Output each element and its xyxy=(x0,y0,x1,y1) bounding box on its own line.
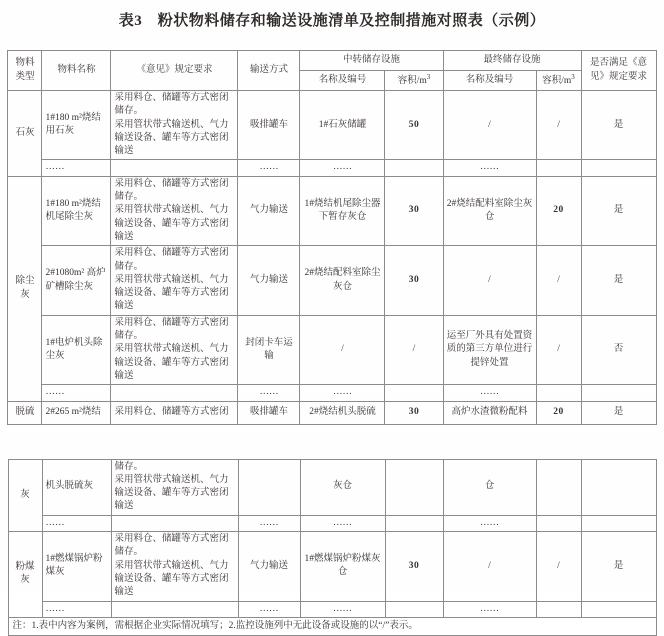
cell-meets: 是 xyxy=(581,176,656,245)
cell-final-name: / xyxy=(443,532,536,601)
cell-meets xyxy=(581,515,656,531)
cell-transfer-name: …… xyxy=(300,601,385,617)
cell-transfer-volume: / xyxy=(385,315,443,384)
cell-final-volume xyxy=(536,459,581,515)
cell-final-name: 仓 xyxy=(443,459,536,515)
cell-transport: …… xyxy=(238,160,300,176)
cell-material-name: 2#265 m²烧结 xyxy=(42,401,111,424)
table-row-ellipsis xyxy=(8,385,656,401)
cell-final-name: …… xyxy=(443,385,536,401)
cell-transfer-volume xyxy=(385,459,443,515)
cell-material-name: 1#180 m²烧结机尾除尘灰 xyxy=(42,176,111,245)
cell-transfer-volume xyxy=(385,515,443,531)
table-note: 注：1.表中内容为案例，需根据企业实际情况填写；2.监控设施列中无此设备或设施的以“/”表示。 xyxy=(8,617,656,635)
cell-material-type: 灰 xyxy=(8,459,42,531)
table-row xyxy=(8,459,656,515)
col-transfer-name: 名称及编号 xyxy=(300,71,385,91)
col-material-type: 物料类型 xyxy=(8,51,42,91)
cell-final-volume xyxy=(536,385,581,401)
table-row-ellipsis xyxy=(8,515,656,531)
cell-final-name: …… xyxy=(443,601,536,617)
cell-requirements: 采用料仓、储罐等方式密闭 xyxy=(111,401,238,424)
cell-requirements: 采用料仓、储罐等方式密闭储存。 采用管状带式输送机、气力输送设备、罐车等方式密闭输送 xyxy=(111,532,238,601)
cell-transport: 封闭卡车运输 xyxy=(238,315,300,384)
cell-transport: …… xyxy=(238,601,300,617)
cell-material-name: 1#燃煤锅炉粉煤灰 xyxy=(42,532,111,601)
cell-meets: 否 xyxy=(581,315,656,384)
cell-transport: 吸排罐车 xyxy=(238,91,300,160)
cell-transfer-volume: 50 xyxy=(385,91,443,160)
page-title: 表3 粉状物料储存和输送设施清单及控制措施对照表（示例） xyxy=(118,13,546,29)
cell-final-volume: / xyxy=(536,246,581,315)
cell-transfer-name: …… xyxy=(300,385,385,401)
cell-final-name: …… xyxy=(443,515,536,531)
cell-requirements: 采用料仓、储罐等方式密闭储存。 采用管状带式输送机、气力输送设备、罐车等方式密闭输送 xyxy=(111,176,238,245)
table-note-row xyxy=(8,617,656,635)
col-transfer-group: 中转储存设施 xyxy=(300,51,443,71)
cell-transport: 气力输送 xyxy=(238,246,300,315)
cell-final-name: 运至厂外具有处置资质的第三方单位进行提锌处置 xyxy=(443,315,536,384)
cell-transfer-volume: 30 xyxy=(385,176,443,245)
cell-material-name: …… xyxy=(42,385,111,401)
cell-final-volume xyxy=(536,515,581,531)
cell-final-name: 高炉水渣微粉配料 xyxy=(443,401,536,424)
cell-final-volume xyxy=(536,601,581,617)
cell-final-volume: 20 xyxy=(536,176,581,245)
col-final-name: 名称及编号 xyxy=(443,71,536,91)
table-row xyxy=(8,246,656,315)
cell-transfer-volume: 30 xyxy=(385,532,443,601)
table-row-ellipsis xyxy=(8,601,656,617)
col-meets: 是否满足《意见》规定要求 xyxy=(581,51,656,91)
table-row xyxy=(8,176,656,245)
cell-material-name: 1#电炉机头除尘灰 xyxy=(42,315,111,384)
cell-meets: 是 xyxy=(581,401,656,424)
cell-transfer-volume: 30 xyxy=(385,246,443,315)
table-row xyxy=(8,532,656,601)
cell-transfer-volume xyxy=(385,385,443,401)
cell-transfer-name: …… xyxy=(300,515,385,531)
cell-transport: 气力输送 xyxy=(238,532,300,601)
cell-transport: 吸排罐车 xyxy=(238,401,300,424)
cell-meets: 是 xyxy=(581,532,656,601)
cell-requirements: 采用料仓、储罐等方式密闭储存。 采用管状带式输送机、气力输送设备、罐车等方式密闭输送 xyxy=(111,315,238,384)
table-row xyxy=(8,401,656,424)
table-row xyxy=(8,315,656,384)
cell-final-name: / xyxy=(443,246,536,315)
cell-transfer-name: 2#烧结机头脱硫 xyxy=(300,401,385,424)
cell-final-volume: 20 xyxy=(536,401,581,424)
cell-material-name: …… xyxy=(42,160,111,176)
table-row xyxy=(8,91,656,160)
cell-transfer-name: 1#燃煤锅炉粉煤灰仓 xyxy=(300,532,385,601)
cell-final-volume: / xyxy=(536,532,581,601)
col-transfer-volume: 容积$/m^3$ xyxy=(385,71,443,91)
cell-final-volume xyxy=(536,160,581,176)
col-final-volume: 容积$/m^3$ xyxy=(536,71,581,91)
cell-transport: 气力输送 xyxy=(238,176,300,245)
cell-meets: 是 xyxy=(581,246,656,315)
cell-meets xyxy=(581,385,656,401)
cell-material-name: 2#1080m² 高炉矿槽除尘灰 xyxy=(42,246,111,315)
cell-transport: …… xyxy=(238,385,300,401)
cell-final-volume: / xyxy=(536,315,581,384)
col-requirements: 《意见》规定要求 xyxy=(111,51,238,91)
cell-requirements: 采用料仓、储罐等方式密闭储存。 采用管状带式输送机、气力输送设备、罐车等方式密闭输送 xyxy=(111,91,238,160)
col-final-group: 最终储存设施 xyxy=(443,51,581,71)
table-row-ellipsis xyxy=(8,160,656,176)
cell-material-type: 石灰 xyxy=(8,91,42,177)
cell-final-name: / xyxy=(443,91,536,160)
cell-meets: 是 xyxy=(581,91,656,160)
col-transport: 输送方式 xyxy=(238,51,300,91)
col-material-name: 物料名称 xyxy=(42,51,111,91)
cell-transport xyxy=(238,459,300,515)
cell-material-type: 脱硫 xyxy=(8,401,42,424)
facility-table-part1 xyxy=(7,50,656,425)
cell-final-name: 2#烧结配料室除尘灰仓 xyxy=(443,176,536,245)
cell-requirements xyxy=(111,515,238,531)
cell-transfer-name: 灰仓 xyxy=(300,459,385,515)
cell-transfer-name: 1#石灰储罐 xyxy=(300,91,385,160)
cell-final-volume: / xyxy=(536,91,581,160)
cell-meets xyxy=(581,601,656,617)
facility-table-part2 xyxy=(8,459,657,636)
cell-material-name: 1#180 m²烧结用石灰 xyxy=(42,91,111,160)
cell-transfer-name: …… xyxy=(300,160,385,176)
cell-material-type: 粉煤灰 xyxy=(8,532,42,618)
cell-transfer-volume: 30 xyxy=(385,401,443,424)
cell-transfer-volume xyxy=(385,601,443,617)
cell-material-name: …… xyxy=(42,515,111,531)
cell-meets xyxy=(581,160,656,176)
cell-transfer-volume xyxy=(385,160,443,176)
cell-final-name: …… xyxy=(443,160,536,176)
cell-requirements xyxy=(111,160,238,176)
cell-material-name: 机头脱硫灰 xyxy=(42,459,111,515)
cell-material-name: …… xyxy=(42,601,111,617)
cell-meets xyxy=(581,459,656,515)
cell-requirements xyxy=(111,601,238,617)
cell-requirements xyxy=(111,385,238,401)
cell-transfer-name: / xyxy=(300,315,385,384)
cell-transfer-name: 1#烧结机尾除尘器下暂存灰仓 xyxy=(300,176,385,245)
cell-requirements: 采用料仓、储罐等方式密闭储存。 采用管状带式输送机、气力输送设备、罐车等方式密闭输送 xyxy=(111,246,238,315)
cell-requirements: 储存。 采用管状带式输送机、气力输送设备、罐车等方式密闭输送 xyxy=(111,459,238,515)
cell-transport: …… xyxy=(238,515,300,531)
cell-transfer-name: 2#烧结配料室除尘灰仓 xyxy=(300,246,385,315)
cell-material-type: 除尘灰 xyxy=(8,176,42,401)
header-row-1 xyxy=(8,51,656,71)
